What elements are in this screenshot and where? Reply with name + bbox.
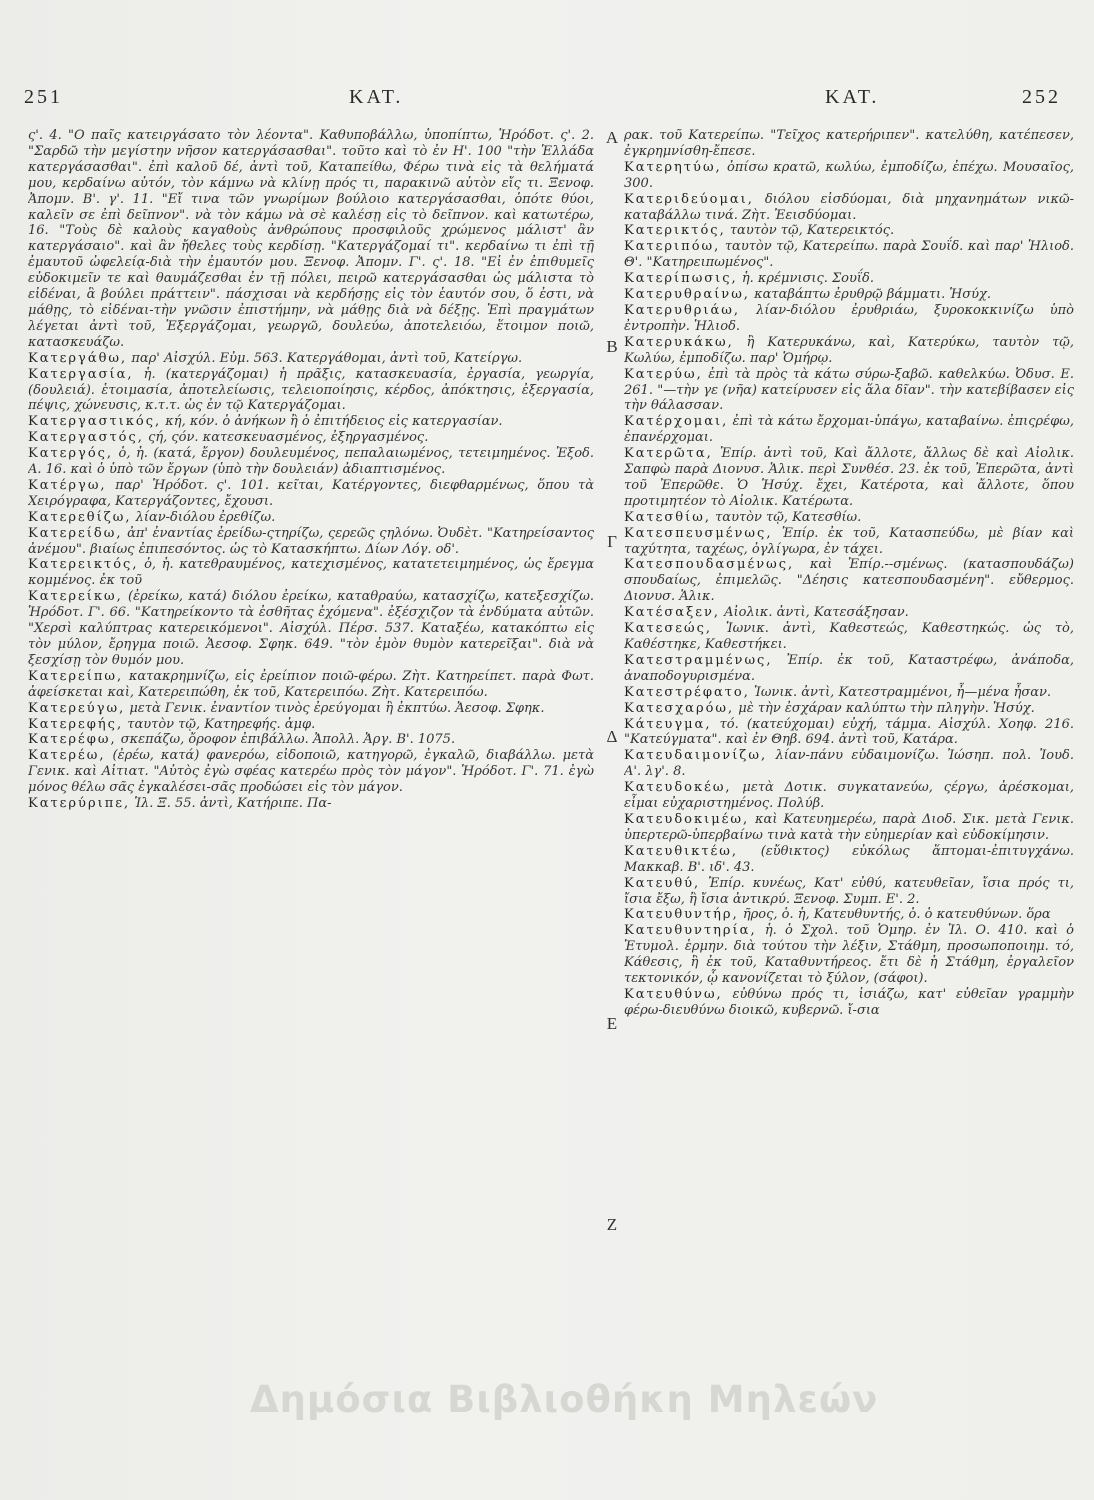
dictionary-entry (624, 780, 1074, 812)
entry-definition: Ἰωνικ. ἀντὶ, Καθεστεώς, Καθεστηκώς. ὡς τὸ, Καθέστηκε, Καθεστήκει. (624, 621, 1074, 652)
dictionary-entry (28, 701, 594, 717)
dictionary-entry (624, 844, 1074, 876)
page-number-left: 251 (24, 86, 63, 108)
entry-definition: ταυτὸν τῷ, Κατερεικτός. (729, 223, 895, 239)
entry-headword: Κατερικτός, (624, 223, 726, 239)
entry-headword: Κατεστραμμένως, (624, 652, 773, 668)
dictionary-entry (624, 526, 1074, 558)
entry-headword: Κατερύω, (624, 366, 703, 382)
dictionary-entry (624, 876, 1074, 908)
entry-headword: Κατεργάθω, (28, 350, 128, 366)
entry-headword: Κατερίπωσις, (624, 271, 738, 287)
entry-headword: Κατευδοκιμέω, (624, 811, 750, 827)
dictionary-entry (624, 287, 1074, 303)
entry-definition: Ἐπίρ. ἐκ τοῦ, Κατασπεύδω, μὲ βίαν καὶ ταχύτητα, ταχέως, ὀγλίγωρα, ἐν τάχει. (624, 525, 1074, 557)
entry-definition: λίαν-διόλου ἐρεθίζω. (135, 509, 276, 525)
dictionary-entry (624, 653, 1074, 685)
entry-headword: Κατερεικτός, (28, 557, 139, 573)
entry-definition: ὁ, ἡ. κατεθραυμένος, κατεχισμένος, κατατετειμημένος, ὡς ἔρεγμα κομμένος. ἐκ τοῦ (28, 557, 594, 589)
entry-definition: διόλου εἰσδύομαι, διὰ μηχανημάτων νικῶ-καταβάλλω τινά. Ζὴτ. Ἐεισδύομαι. (624, 191, 1074, 223)
entry-headword: Κατευδοκέω, (624, 780, 732, 796)
entry-definition: ταυτὸν τῷ, Κατεσθίω. (715, 509, 862, 525)
entry-headword: Κατερυθραίνω, (624, 287, 750, 303)
entry-headword: Κατευθικτέω, (624, 843, 739, 859)
entry-definition: καὶ Ἐπίρ.--σμένως. (κατασπουδάζω) σπουδαίως, ἐπιμελῶς. "Δέησις κατεσπουδασμένη". εὔθερμος. Διονυσ. Ἁλικ. (624, 557, 1074, 605)
entry-headword: Κατεργός, (28, 446, 114, 462)
entry-headword: Κατερῶτα, (624, 446, 713, 462)
entry-headword: Κατευθύνω, (624, 986, 723, 1002)
dictionary-entry (624, 987, 1074, 1019)
dictionary-entry (624, 510, 1074, 526)
entry-definition: ταυτὸν τῷ, Κατηρεφής. ἀμφ. (127, 716, 316, 732)
entry-definition: (ἐρείκω, κατά) διόλου ἐρείκω, καταθραύω, κατασχίζω, κατεξεσχίζω. Ἡρόδοτ. Γ'. 66. "Κατηρείκοντο τὰ ἐσθῆτας ἐχόμενα". ἐξέσχιζον τὰ ἐνδύματα αὐτῶν. "Χερσὶ καλύπτρας κατερεικόμενοι". Αἰσχύλ. Πέρσ. 537. Καταξέω, κατακόπτω εἰς τὸν μύλον, ἔρηγμα ποιῶ. Ἀεσοφ. Σφηκ. 649. "τὸν ἐμὸν θυμὸν κατερεῖξαι". διὰ νὰ ξεσχίσῃ τὸν θυμόν μου. (28, 589, 594, 668)
entry-headword: Κατερείπω, (28, 668, 124, 684)
entry-headword: Κατερέω, (28, 748, 106, 764)
entry-definition: καὶ Κατευημερέω, παρὰ Διοδ. Σικ. μετὰ Γενικ. ὑπερτερῶ-ὑπερβαίνω τινὰ κατὰ τὴν εὐημερίαν καὶ εὐδοκίμησιν. (624, 811, 1074, 843)
margin-letter: Ζ (606, 1215, 618, 1234)
entry-definition: ἡ. κρέμνισις. Σουΐδ. (741, 271, 874, 287)
dictionary-entry (28, 430, 594, 446)
dictionary-entry (28, 510, 594, 526)
entry-definition: ῆρος, ὁ. ἡ, Κατευθυντής, ὁ. ὁ κατευθύνων. ὅρα (742, 907, 1051, 923)
entry-definition: ρακ. τοῦ Κατερείπω. "Τεῖχος κατερήριπεν". κατελύθη, κατέπεσεν, ἐγκρημνίσθη-ἔπεσε. (624, 128, 1074, 159)
running-headword-right: ΚΑΤ. (825, 86, 880, 108)
dictionary-entry (624, 717, 1074, 749)
dictionary-entry (28, 796, 594, 812)
entry-definition: ἡ. (κατεργάζομαι) ἡ πρᾶξις, κατασκευασία, ἐργασία, γεωργία, (δουλειά). ἑτοιμασία, ἀποτελείωσις, τελειοποίησις, κέρδος, ἀπόκτησις, ἐξεργασία, πέψις, χώνευσις, κ.τ.τ. ὡς ἐν τῷ Κατεργάζομαι. (28, 366, 594, 414)
dictionary-entry (624, 414, 1074, 446)
dictionary-entry (28, 717, 594, 733)
entry-definition: ἐπὶ τὰ κάτω ἔρχομαι-ὑπάγω, καταβαίνω. ἐπιςρέφω, ἐπανέρχομαι. (624, 414, 1074, 446)
dictionary-entry (28, 526, 594, 558)
entry-headword: Κατερείδω, (28, 525, 123, 541)
entry-definition: ὀπίσω κρατῶ, κωλύω, ἐμποδίζω, ἐπέχω. Μουσαῖος, 300. (624, 159, 1074, 191)
entry-definition: ἀπ' ἐναντίας ἐρείδω-ςτηρίζω, ςερεῶς ςηλόνω. Ὀυδὲτ. "Κατηρείσαντος ἀνέμου". βιαίως ἐπιπεσόντος. ὡς τὸ Κατασκήπτω. Δίων Λόγ. οδ'. (28, 525, 594, 557)
margin-letter: Γ (607, 532, 617, 551)
dictionary-entry (624, 160, 1074, 192)
page-number-right: 252 (1022, 86, 1061, 108)
entry-definition: μετὰ Γενικ. ἐναντίον τινὸς ἐρεύγομαι ἢ ἐκπτύω. Ἀεσοφ. Σφηκ. (129, 700, 545, 716)
entry-definition: Ἰωνικ. ἀντὶ, Κατεστραμμένοι, ἦ—μένα ἦσαν. (754, 684, 1052, 700)
dictionary-entry (624, 605, 1074, 621)
entry-headword: Κατευθυντηρία, (624, 923, 757, 939)
left-column (28, 128, 594, 1368)
dictionary-entry (624, 303, 1074, 335)
entry-definition: παρ' Αἰσχύλ. Εὐμ. 563. Κατεργάθομαι, ἀντὶ τοῦ, Κατείργω. (131, 350, 523, 366)
entry-definition: εὐθύνω πρός τι, ἰσιάζω, κατ' εὐθεῖαν γραμμὴν φέρω-διευθύνω διοικῶ, κυβερνῶ. ἴ-σια (624, 986, 1074, 1018)
entry-headword: Κατεργασία, (28, 366, 134, 382)
dictionary-entry (28, 748, 594, 796)
dictionary-entry (28, 557, 594, 589)
library-watermark: Δημόσια Βιβλιοθήκη Μηλεών (250, 1378, 879, 1421)
entry-definition: λίαν-πάνυ εὐδαιμονίζω. Ἰώσηπ. πολ. Ἰουδ. Α'. λγ'. 8. (624, 748, 1074, 780)
dictionary-entry (28, 351, 594, 367)
entry-definition: ἡ. ὁ Σχολ. τοῦ Ὁμηρ. ἐν Ἰλ. Ο. 410. καὶ ὁ Ἐτυμολ. ἑρμην. διὰ τούτου τὴν λέξιν, Στάθμη, προσωποποιημ. τό, Κάθεσις, ἢ ἐκ τοῦ, Καταθυντήρεος. ἔτι δὲ ἡ Στάθμη, ἐργαλεῖον τεκτονικόν, ᾧ κανονίζεται τὸ ξύλον, (σάφοι). (624, 923, 1074, 987)
dictionary-entry (624, 812, 1074, 844)
dictionary-entry (28, 446, 594, 478)
dictionary-entry (624, 367, 1074, 415)
entry-definition: μὲ τὴν ἐσχάραν καλύπτω τὴν πληγὴν. Ἡσύχ. (738, 700, 1035, 716)
dictionary-entry (624, 239, 1074, 271)
entry-definition: καταβάπτω ἐρυθρῷ βάμματι. Ἡσύχ. (754, 287, 992, 303)
entry-headword: Κατέσαξεν, (624, 605, 721, 621)
dictionary-entry (28, 128, 594, 351)
entry-definition: Ἐπίρ. ἐκ τοῦ, Καταστρέφω, ἀνάποδα, ἀναποδογυρισμένα. (624, 652, 1074, 684)
entry-headword: Κατερεύγω, (28, 700, 126, 716)
entry-definition: λίαν-διόλου ἐρυθριάω, ξυροκοκκινίζω ὑπὸ ἐντροπὴν. Ἡλιοδ. (624, 302, 1074, 334)
entry-definition: Αἰολικ. ἀντὶ, Κατεσάξησαν. (724, 605, 909, 621)
entry-definition: ὁ, ἡ. (κατά, ἔργον) δουλευμένος, πεπαλαιωμένος, τετειμημένος. Ἐξοδ. Α. 16. καὶ ὁ ὑπὸ τῶν ἔργων (ὑπὸ τὴν δουλειάν) ἀδιαπτισμένος. (28, 446, 594, 478)
dictionary-entry (28, 589, 594, 669)
dictionary-entry (624, 923, 1074, 987)
entry-headword: Κατέργω, (28, 477, 107, 493)
entry-headword: Κατευθυντήρ, (624, 907, 739, 923)
dictionary-entry (624, 192, 1074, 224)
entry-definition: (ἐρέω, κατά) φανερόω, εἰδοποιῶ, κατηγορῶ, ἐγκαλῶ, διαβάλλω. μετὰ Γενικ. καὶ Αἰτιατ. "Αὐτὸς ἐγὼ σφέας κατερέω πρὸς τὸν μάγον". Ἡρόδοτ. Γ'. 71. ἐγὼ μόνος θέλω σᾶς ἐγκαλέσει-σᾶς προδώσει εἰς τὸν μάγον. (28, 748, 594, 796)
entry-headword: Κατερυθριάω, (624, 302, 741, 318)
margin-letter: Α (605, 128, 619, 147)
entry-headword: Κατεσχαρόω, (624, 700, 735, 716)
entry-definition: ςή, ςόν. κατεσκευασμένος, ἐξηργασμένος. (148, 430, 429, 446)
entry-definition: Ἐπίρ. κυνέως, Κατ' εὐθύ, κατευθεῖαν, ἴσια πρός τι, ἴσια ἔξω, ἢ ἴσια ἀντικρύ. Ξενοφ. Συμπ. Ε'. 2. (624, 875, 1074, 907)
running-headword-left: ΚΑΤ. (349, 86, 404, 108)
dictionary-entry (624, 271, 1074, 287)
entry-definition: ς'. 4. "Ο παῖς κατειργάσατο τὸν λέοντα". Καθυποβάλλω, ὑποπίπτω, Ἡρόδοτ. ς'. 2. "Σαρδῶ τὴν μεγίστην νῆσον κατεργάσασθαι". τοῦτο καὶ τὸ ἐν Η'. 100 "τὴν Ἑλλάδα κατεργάσασθαι". ἐπὶ καλοῦ δέ, ἀντὶ τοῦ, Καταπείθω, Φέρω τινὰ εἰς τὰ θελήματά μου, κερδαίνω αὐτόν, τὸν κάμνω νὰ κλίνῃ πρός τι, παρακινῶ αὐτὸν εἴς τι. Ξενοφ. Ἀπομν. Β'. γ'. 11. "Εἴ τινα τῶν γνωρίμων βούλοιο κατεργάσασθαι, ὁπότε θύοι, καλεῖν σε ἐπὶ δεῖπνον". νὰ τὸν κάμω νὰ σὲ καλέσῃ εἰς τὸ δεῖπνον. καὶ κατωτέρω, 16. "Τοὺς δὲ καλοὺς καγαθοὺς ἀνθρώπους προσφιλοῦς χρώμενος μάλιστ' ἂν κατεργάσαιο". καὶ ἂν ἤθελες τοὺς κερδίσῃ. "Κατεργάζομαί τι". κερδαίνω τι ἐπὶ τῇ ἐμαυτοῦ ὠφελείᾳ-διὰ τὴν ἐμαυτόν μου. Ξενοφ. Ἀπομν. Γ'. ς'. 18. "Εἰ ἐν ἐπιθυμεῖς εὐδοκιμεῖν τε καὶ θαυμάζεσθαι ἐν τῇ πόλει, πειρῶ κατεργάσασθαι ὡς μάλιστα τὸ εἰδέναι, ἃ βούλει πράττειν". πάσχισαι νὰ κερδήσῃς εἰς τὸν ἑαυτόν σου, ὅ ἐστι, νὰ μάθῃς, τὸ εἰδέναι-τὴν γνῶσιν ἐπιστήμην, νὰ μάθῃς διὰ νὰ δέξῃς. Ἐπὶ πραγμάτων λέγεται ἀντὶ τοῦ, Ἐξεργάζομαι, γεωργῶ, δουλεύω, ἀποτελειόω, ἕτοιμον ποιῶ, κατασκευάζω. (28, 128, 594, 350)
running-header (0, 86, 1094, 120)
entry-headword: Κατεσπευσμένως, (624, 525, 773, 541)
entry-headword: Κατεργαστός, (28, 430, 144, 446)
margin-section-letters (603, 0, 621, 1500)
dictionary-entry (624, 128, 1074, 160)
entry-definition: Ἐπίρ. ἀντὶ τοῦ, Καὶ ἄλλοτε, ἄλλως δὲ καὶ Αἰολικ. Σαπφὼ παρὰ Διονυσ. Ἁλικ. περὶ Συνθέσ. 23. ἐκ τοῦ, Ἐπερῶτα, ἀντὶ τοῦ Ἐπερῶθε. Ὁ Ἡσύχ. ἔχει, Κατέροτα, καὶ ἄλλοτε, ὅπου προτιμητέον τὸ Αἰολικ. Κατέρωτα. (624, 446, 1074, 509)
entry-definition: Ἰλ. Ξ. 55. ἀντὶ, Κατήριπε. Πα- (134, 796, 332, 812)
dictionary-entry (624, 907, 1074, 923)
entry-headword: Κατερεθίζω, (28, 509, 132, 525)
margin-letter: Δ (606, 727, 618, 746)
entry-headword: Κατευδαιμονίζω, (624, 748, 768, 764)
dictionary-entry (624, 335, 1074, 367)
dictionary-entry (624, 701, 1074, 717)
entry-headword: Κατεσεώς, (624, 621, 713, 637)
entry-definition: ἢ Κατερυκάνω, καὶ, Κατερύκω, ταυτὸν τῷ, Κωλύω, ἐμποδίζω. παρ' Ὁμήρῳ. (624, 334, 1074, 366)
entry-headword: Κάτευγμα, (624, 716, 712, 732)
dictionary-entry (624, 685, 1074, 701)
entry-headword: Κατερείκω, (28, 589, 123, 605)
entry-definition: τό. (κατεύχομαι) εὐχή, τάμμα. Αἰσχύλ. Χοηφ. 216. "Κατεύγματα". καὶ ἐν Θηβ. 694. ἀντὶ τοῦ, Κατάρα. (624, 716, 1074, 748)
dictionary-entry (28, 414, 594, 430)
entry-definition: σκεπάζω, ὄροφον ἐπιβάλλω. Ἀπολλ. Ἀργ. Β'. 1075. (120, 732, 456, 748)
entry-headword: Κατεσθίω, (624, 509, 711, 525)
margin-letter: Ε (606, 1014, 618, 1033)
entry-headword: Κατεστρέφατο, (624, 684, 750, 700)
entry-definition: μετὰ Δοτικ. συγκατανεύω, ςέργω, ἀρέσκομαι, εἶμαι εὐχαριστημένος. Πολύβ. (624, 780, 1074, 812)
dictionary-entry (624, 557, 1074, 605)
dictionary-entry (624, 748, 1074, 780)
entry-definition: (εὔθικτος) εὐκόλως ἅπτομαι-ἐπιτυγχάνω. Μακκαβ. Β'. ιδ'. 43. (624, 843, 1074, 875)
entry-definition: κατακρημνίζω, εἰς ἐρείπιον ποιῶ-φέρω. Ζὴτ. Κατηρείπετ. παρὰ Φωτ. ἀφείσκεται καὶ, Κατερειπώθη, ἐκ τοῦ, Κατερειπόω. Ζὴτ. Κατερειπόω. (28, 668, 594, 700)
entry-headword: Κατερυκάκω, (624, 334, 734, 350)
dictionary-entry (28, 478, 594, 510)
entry-headword: Κατερεφής, (28, 716, 124, 732)
dictionary-entry (28, 367, 594, 415)
entry-headword: Κατεριδεύομαι, (624, 191, 754, 207)
right-column (624, 128, 1074, 1378)
entry-definition: παρ' Ἡρόδοτ. ς'. 101. κεῖται, Κατέργοντες, διεφθαρμένως, ὅπου τὰ Χειρόγραφα, Κατεργάζοντες, ἔχουσι. (28, 477, 594, 509)
entry-headword: Κατευθύ, (624, 875, 701, 891)
dictionary-entry (28, 669, 594, 701)
entry-headword: Κατέρχομαι, (624, 414, 729, 430)
entry-headword: Κατεριπόω, (624, 239, 721, 255)
entry-headword: Κατερέφω, (28, 732, 117, 748)
entry-headword: Κατεσπουδασμένως, (624, 557, 795, 573)
entry-definition: ἐπὶ τὰ πρὸς τὰ κάτω σύρω-ξαβῶ. καθελκύω. Ὀδυσ. Ε. 261. "—τὴν γε (νῆα) κατείρυσεν εἰς ἅλα δῖαν". τὴν κατεβίβασεν εἰς τὴν θάλασσαν. (624, 366, 1074, 414)
entry-definition: ταυτὸν τῷ, Κατερείπω. παρὰ Σουΐδ. καὶ παρ' Ἡλιοδ. Θ'. "Κατηρειπωμένος". (624, 239, 1074, 271)
margin-letter: Β (606, 337, 618, 356)
entry-headword: Κατερητύω, (624, 159, 722, 175)
entry-headword: Κατεργαστικός, (28, 414, 162, 430)
dictionary-entry (624, 223, 1074, 239)
dictionary-entry (624, 621, 1074, 653)
entry-headword: Κατερύριπε, (28, 796, 131, 812)
entry-definition: κή, κόν. ὁ ἀνήκων ἢ ὁ ἐπιτήδειος εἰς κατεργασίαν. (165, 414, 503, 430)
dictionary-entry (28, 732, 594, 748)
dictionary-entry (624, 446, 1074, 510)
